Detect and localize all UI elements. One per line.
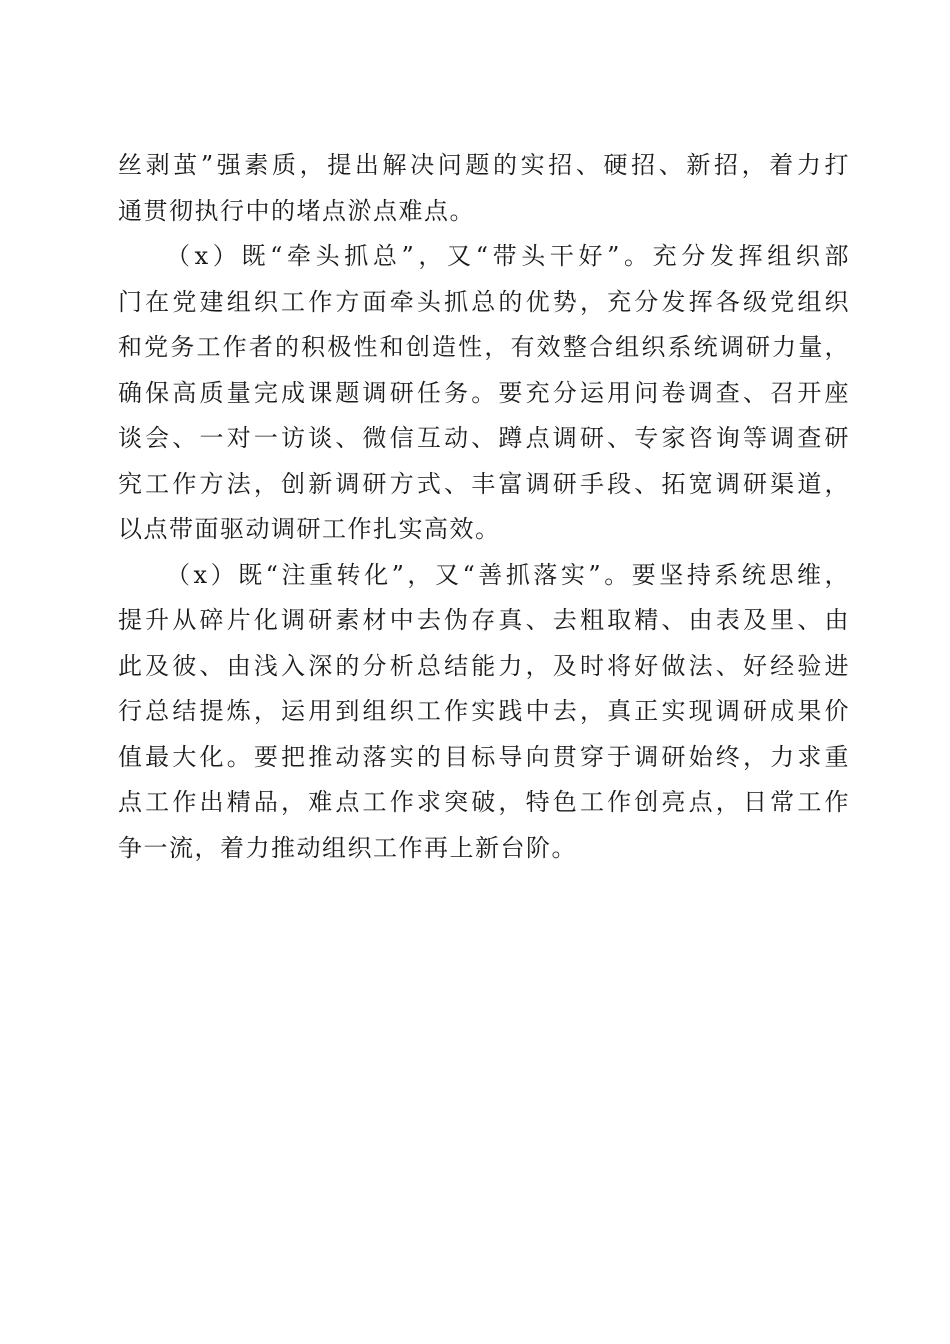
- text-line: 以点带面驱动调研工作扎实高效。: [118, 515, 501, 543]
- text-line: 通贯彻执行中的堵点淤点难点。: [118, 196, 475, 225]
- text-line: 值最大化。要把推动落实的目标导向贯穿于调研始终，力求重: [118, 742, 850, 771]
- text-line: 丝剥茧”强素质，提出解决问题的实招、硬招、新招，着力打: [118, 151, 850, 179]
- text-line: 谈会、一对一访谈、微信互动、蹲点调研、专家咨询等调查研: [118, 424, 850, 452]
- text-line: 点工作出精品，难点工作求突破，特色工作创亮点，日常工作: [118, 788, 850, 816]
- text-line: （x）既“注重转化”，又“善抓落实”。要坚持系统思维，: [166, 560, 850, 589]
- text-line: 此及彼、由浅入深的分析总结能力，及时将好做法、好经验进: [118, 651, 850, 680]
- text-line: （x）既“牵头抓总”，又“带头干好”。充分发挥组织部: [166, 242, 850, 270]
- paragraph-2: [118, 234, 850, 553]
- paragraph-3: [118, 553, 850, 872]
- text-line: 确保高质量完成课题调研任务。要充分运用问卷调查、召开座: [118, 378, 850, 407]
- text-line: 提升从碎片化调研素材中去伪存真、去粗取精、由表及里、由: [118, 606, 850, 634]
- text-line: 和党务工作者的积极性和创造性，有效整合组织系统调研力量，: [118, 333, 850, 361]
- text-line: 争一流，着力推动组织工作再上新台阶。: [118, 833, 577, 862]
- text-line: 门在党建组织工作方面牵头抓总的优势，充分发挥各级党组织: [118, 287, 850, 316]
- text-line: 究工作方法，创新调研方式、丰富调研手段、拓宽调研渠道，: [118, 469, 850, 498]
- paragraph-1: [118, 143, 850, 234]
- document-body: [118, 143, 850, 871]
- text-line: 行总结提炼，运用到组织工作实践中去，真正实现调研成果价: [118, 697, 850, 725]
